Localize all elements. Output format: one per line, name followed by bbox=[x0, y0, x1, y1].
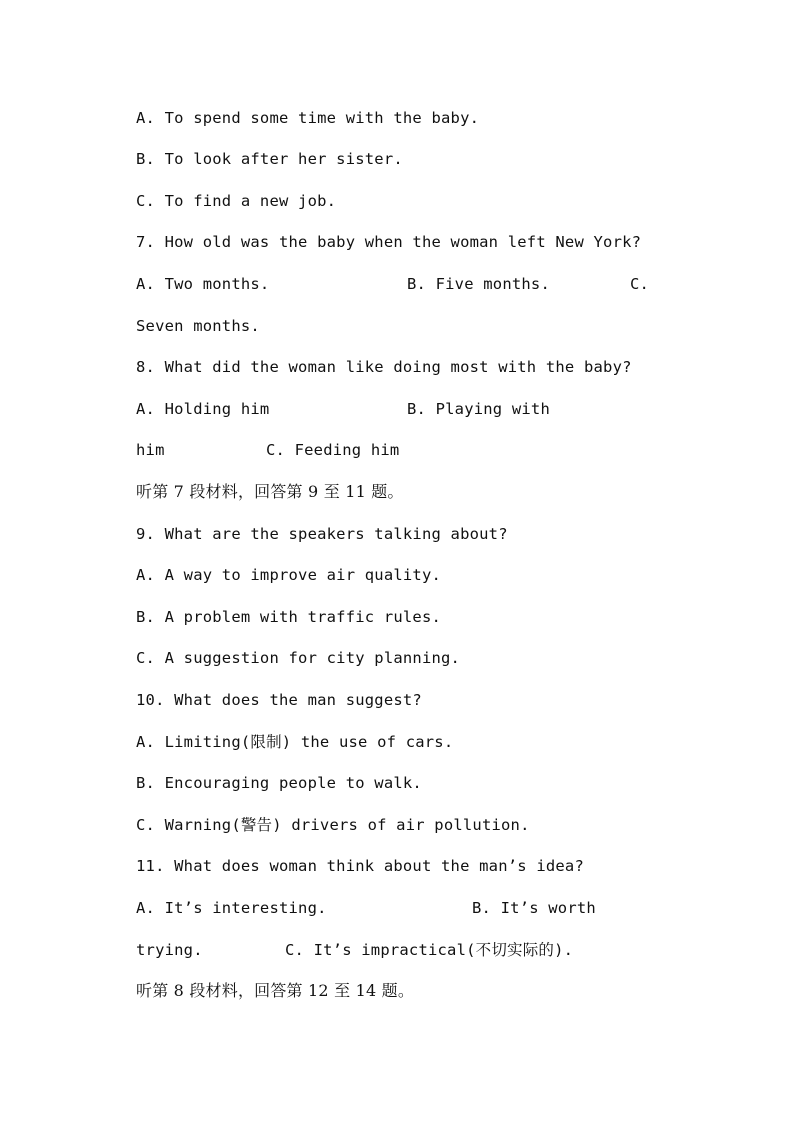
q11-option-b: B. It’s worth bbox=[472, 899, 596, 917]
q8-option-c: C. Feeding him bbox=[266, 441, 400, 459]
q6-option-c: C. To find a new job. bbox=[136, 192, 337, 210]
q7-option-a: A. Two months. bbox=[136, 275, 270, 293]
q6-option-a: A. To spend some time with the baby. bbox=[136, 109, 480, 127]
question-8: 8. What did the woman like doing most with the baby? bbox=[136, 358, 632, 376]
q8-option-a: A. Holding him bbox=[136, 400, 270, 418]
q11-option-c: C. It’s impractical(不切实际的). bbox=[285, 941, 574, 959]
question-7: 7. How old was the baby when the woman left New York? bbox=[136, 233, 642, 251]
q6-option-b: B. To look after her sister. bbox=[136, 150, 403, 168]
q10-option-a: A. Limiting(限制) the use of cars. bbox=[136, 733, 454, 751]
q7-option-c-label: C. bbox=[630, 275, 650, 293]
q11-option-b-continued: trying. bbox=[136, 941, 203, 959]
question-11: 11. What does woman think about the man’s idea? bbox=[136, 857, 584, 875]
question-10: 10. What does the man suggest? bbox=[136, 691, 422, 709]
q8-option-b: B. Playing with bbox=[407, 400, 550, 418]
q9-option-b: B. A problem with traffic rules. bbox=[136, 608, 442, 626]
q7-option-c-text: Seven months. bbox=[136, 317, 260, 335]
q8-option-b-continued: him bbox=[136, 441, 165, 459]
section-7-instruction: 听第 7 段材料，回答第 9 至 11 题。 bbox=[136, 482, 404, 501]
section-8-instruction: 听第 8 段材料，回答第 12 至 14 题。 bbox=[136, 981, 415, 1000]
q7-option-b: B. Five months. bbox=[407, 275, 550, 293]
q11-option-a: A. It’s interesting. bbox=[136, 899, 327, 917]
q10-option-c: C. Warning(警告) drivers of air pollution. bbox=[136, 816, 530, 834]
q10-option-b: B. Encouraging people to walk. bbox=[136, 774, 422, 792]
q9-option-a: A. A way to improve air quality. bbox=[136, 566, 442, 584]
q9-option-c: C. A suggestion for city planning. bbox=[136, 649, 461, 667]
question-9: 9. What are the speakers talking about? bbox=[136, 525, 508, 543]
